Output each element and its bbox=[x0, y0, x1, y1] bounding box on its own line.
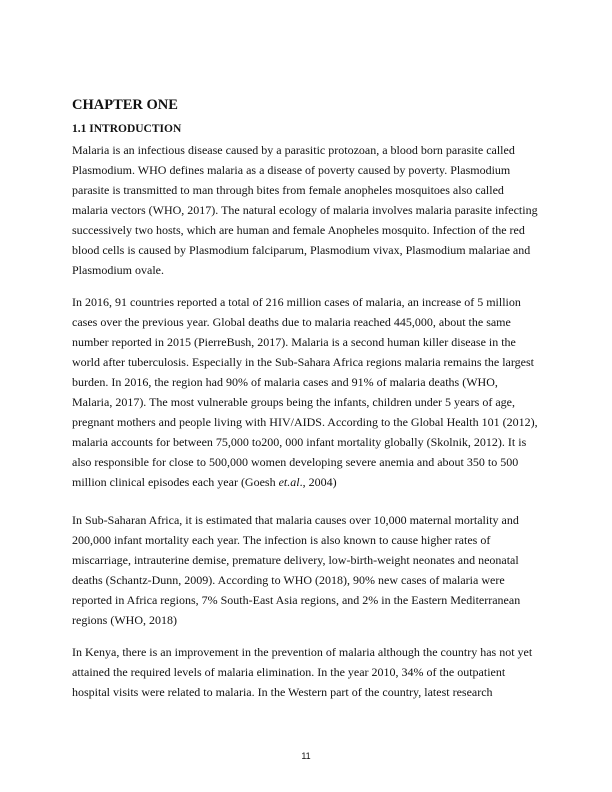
paragraph-4 bbox=[72, 642, 532, 702]
text-line: cases over the previous year. Global deaths due to malaria reached 445,000, about the same bbox=[72, 315, 511, 329]
paragraph-2 bbox=[72, 292, 538, 492]
paragraph-1 bbox=[72, 140, 538, 280]
text-line: Malaria, 2017). The most vulnerable groups being the infants, children under 5 years of age, bbox=[72, 395, 515, 409]
text-line: Plasmodium. WHO defines malaria as a disease of poverty caused by poverty. Plasmodium bbox=[72, 163, 511, 177]
chapter-title: CHAPTER ONE bbox=[72, 97, 178, 113]
citation-italic: et.al bbox=[278, 475, 300, 489]
page-number: 11 bbox=[301, 751, 311, 761]
text-line: In 2016, 91 countries reported a total of 216 million cases of malaria, an increase of 5 million bbox=[72, 295, 521, 309]
text-line: regions (WHO, 2018) bbox=[72, 613, 177, 627]
text-line: malaria vectors (WHO, 2017). The natural ecology of malaria involves malaria parasite infecting bbox=[72, 203, 538, 217]
text-run: million clinical episodes each year (Goesh bbox=[72, 475, 279, 489]
text-line: malaria accounts for between 75,000 to200, 000 infant mortality globally (Skolnik, 2012). It is bbox=[72, 435, 527, 449]
text-line: deaths (Schantz-Dunn, 2009). According to WHO (2018), 90% new cases of malaria were bbox=[72, 573, 505, 587]
text-line: burden. In 2016, the region had 90% of malaria cases and 91% of malaria deaths (WHO, bbox=[72, 375, 498, 389]
text-line: number reported in 2015 (PierreBush, 2017). Malaria is a second human killer disease in the bbox=[72, 335, 516, 349]
text-line: also responsible for close to 500,000 women developing severe anemia and about 350 to 500 bbox=[72, 455, 519, 469]
text-line: 200,000 infant mortality each year. The infection is also known to cause higher rates of bbox=[72, 533, 491, 547]
paragraph-3 bbox=[72, 510, 520, 630]
text-line: blood cells is caused by Plasmodium falciparum, Plasmodium vivax, Plasmodium malariae and bbox=[72, 243, 531, 257]
section-title: 1.1 INTRODUCTION bbox=[72, 123, 182, 135]
text-line: Plasmodium ovale. bbox=[72, 263, 164, 277]
text-line bbox=[72, 472, 538, 492]
text-line: attained the required levels of malaria elimination. In the year 2010, 34% of the outpatient bbox=[72, 665, 506, 679]
text-line: pregnant mothers and people living with HIV/AIDS. According to the Global Health 101 (2012), bbox=[72, 415, 538, 429]
text-line: miscarriage, intrauterine demise, premature delivery, low-birth-weight neonates and neonatal bbox=[72, 553, 519, 567]
text-line: Malaria is an infectious disease caused by a parasitic protozoan, a blood born parasite called bbox=[72, 143, 515, 157]
text-line: In Kenya, there is an improvement in the prevention of malaria although the country has not yet bbox=[72, 645, 533, 659]
text-line: successively two hosts, which are human and female Anopheles mosquito. Infection of the red bbox=[72, 223, 525, 237]
text-line: In Sub-Saharan Africa, it is estimated that malaria causes over 10,000 maternal mortality and bbox=[72, 513, 519, 527]
text-line: parasite is transmitted to man through bites from female anopheles mosquitoes also called bbox=[72, 183, 504, 197]
text-run: ., 2004) bbox=[299, 475, 337, 489]
text-line: world after tuberculosis. Especially in the Sub-Sahara Africa regions malaria remains the largest bbox=[72, 355, 534, 369]
text-line: hospital visits were related to malaria. In the Western part of the country, latest research bbox=[72, 685, 493, 699]
text-line: reported in Africa regions, 7% South-East Asia regions, and 2% in the Eastern Mediterranean bbox=[72, 593, 521, 607]
